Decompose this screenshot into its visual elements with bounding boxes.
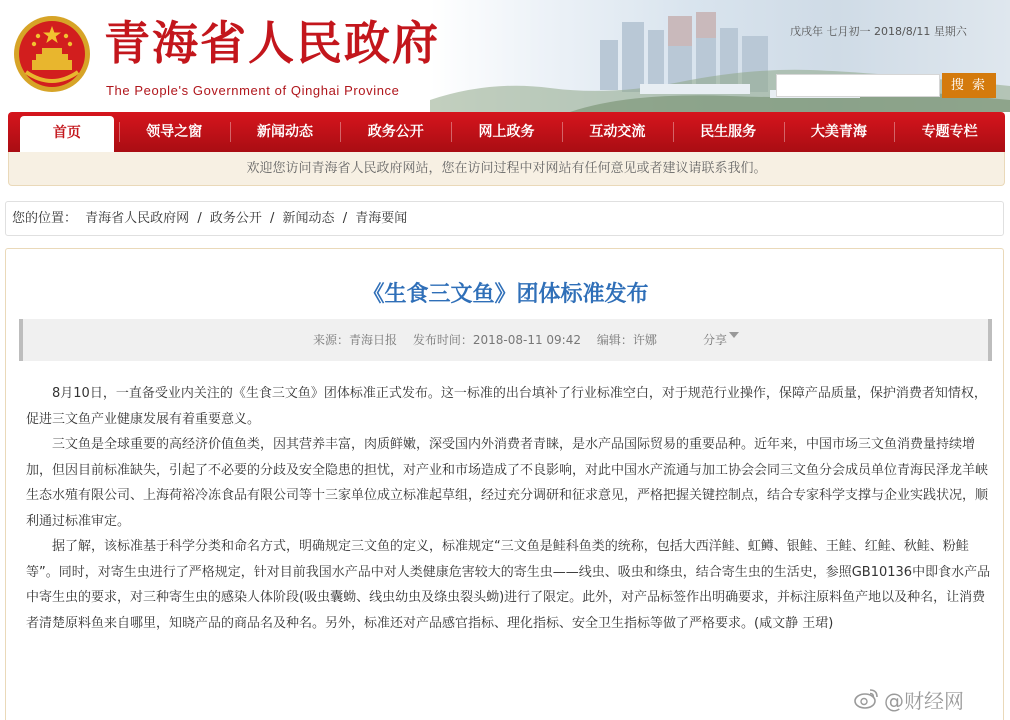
nav-item-livelihood[interactable]: 民生服务 <box>673 112 784 152</box>
article-paragraph: 8月10日，一直备受业内关注的《生食三文鱼》团体标准正式发布。这一标准的出台填补了行业标准空白，对于规范行业操作，保障产品质量，保护消费者知情权，促进三文鱼产业健康发展有着重要意义。 <box>26 386 987 427</box>
nav-item-online-services[interactable]: 网上政务 <box>451 112 562 152</box>
nav-item-interaction[interactable]: 互动交流 <box>562 112 673 152</box>
breadcrumb-separator: / <box>197 211 202 226</box>
nav-item-home[interactable]: 首页 <box>20 116 114 158</box>
breadcrumb-item[interactable]: 新闻动态 <box>282 211 335 226</box>
breadcrumb <box>5 201 1004 236</box>
watermark-text: @财经网 <box>884 689 964 713</box>
article-paragraph: 据了解，该标准基于科学分类和命名方式，明确规定三文鱼的定义，标准规定“三文鱼是鲑科鱼类的统称，包括大西洋鲑、虹鳟、银鲑、王鲑、红鲑、秋鲑、粉鲑等”。同时，对寄生虫进行了严格规定，针对目前我国水产品中对人类健康危害较大的寄生虫——线虫、吸虫和绦虫，结合寄生虫的生活史，参照GB10136中即食水产品中寄生虫的要求，对三种寄生虫的感染人体阶段(吸虫囊蚴、线虫幼虫及绦虫裂头蚴)进行了限定。此外，对产品标签作出明确要求，并标注原料鱼产地以及种名，让消费者清楚原料鱼来自哪里，知晓产品的商品名及种名。另外，标准还对产品感官指标、理化指标、安全卫生指标等做了严格要求。(咸文静 王珺) <box>26 539 991 631</box>
nav-item-leaders[interactable]: 领导之窗 <box>119 112 230 152</box>
watermark <box>854 684 1004 714</box>
date-display: 戊戌年 七月初一 2018/8/11 星期六 <box>790 25 967 38</box>
search-input[interactable] <box>776 74 940 97</box>
nav-item-news[interactable]: 新闻动态 <box>230 112 341 152</box>
search-button[interactable]: 搜 索 <box>942 73 996 98</box>
breadcrumb-item[interactable]: 青海省人民政府网 <box>85 211 190 226</box>
breadcrumb-prefix: 您的位置： <box>12 211 78 226</box>
main-nav <box>8 112 1005 152</box>
article-body <box>26 381 991 636</box>
nav-item-beautiful-qinghai[interactable]: 大美青海 <box>784 112 895 152</box>
article-container <box>5 248 1004 720</box>
chevron-down-icon <box>729 332 739 338</box>
article-editor: 编辑：许娜 <box>596 333 657 347</box>
article-paragraph: 三文鱼是全球重要的高经济价值鱼类，因其营养丰富，肉质鲜嫩，深受国内外消费者青睐，是水产品国际贸易的重要品种。近年来，中国市场三文鱼消费量持续增加，但因目前标准缺失，引起了不必要的分歧及安全隐患的担忧，对产业和市场造成了不良影响，对此中国水产流通与加工协会会同三文鱼分会成员单位青海民泽龙羊峡生态水殖有限公司、上海荷裕冷冻食品有限公司等十三家单位成立标准起草组，经过充分调研和征求意见，严格把握关键控制点，结合专家科学支撑与企业实践状况，顺利通过标准审定。 <box>26 437 989 529</box>
national-emblem-icon <box>12 14 92 94</box>
article-source: 来源：青海日报 <box>313 333 398 347</box>
breadcrumb-separator: / <box>270 211 275 226</box>
site-title: 青海省人民政府 <box>104 16 440 70</box>
weibo-icon <box>854 686 880 710</box>
share-label: 分享 <box>703 333 728 347</box>
welcome-message: 欢迎您访问青海省人民政府网站，您在访问过程中对网站有任何意见或者建议请联系我们。 <box>8 152 1005 186</box>
breadcrumb-separator: / <box>342 211 348 226</box>
nav-item-gov-affairs[interactable]: 政务公开 <box>340 112 451 152</box>
share-button[interactable] <box>703 319 739 361</box>
breadcrumb-item[interactable]: 政务公开 <box>209 211 262 226</box>
article-meta <box>19 319 992 361</box>
site-title-english: The People's Government of Qinghai Province <box>106 83 400 98</box>
article-time: 发布时间：2018-08-11 09:42 <box>412 333 581 347</box>
nav-item-special-topics[interactable]: 专题专栏 <box>894 112 1005 152</box>
article-title: 《生食三文鱼》团体标准发布 <box>362 282 649 307</box>
breadcrumb-item[interactable]: 青海要闻 <box>355 211 408 226</box>
site-header <box>0 0 1010 112</box>
